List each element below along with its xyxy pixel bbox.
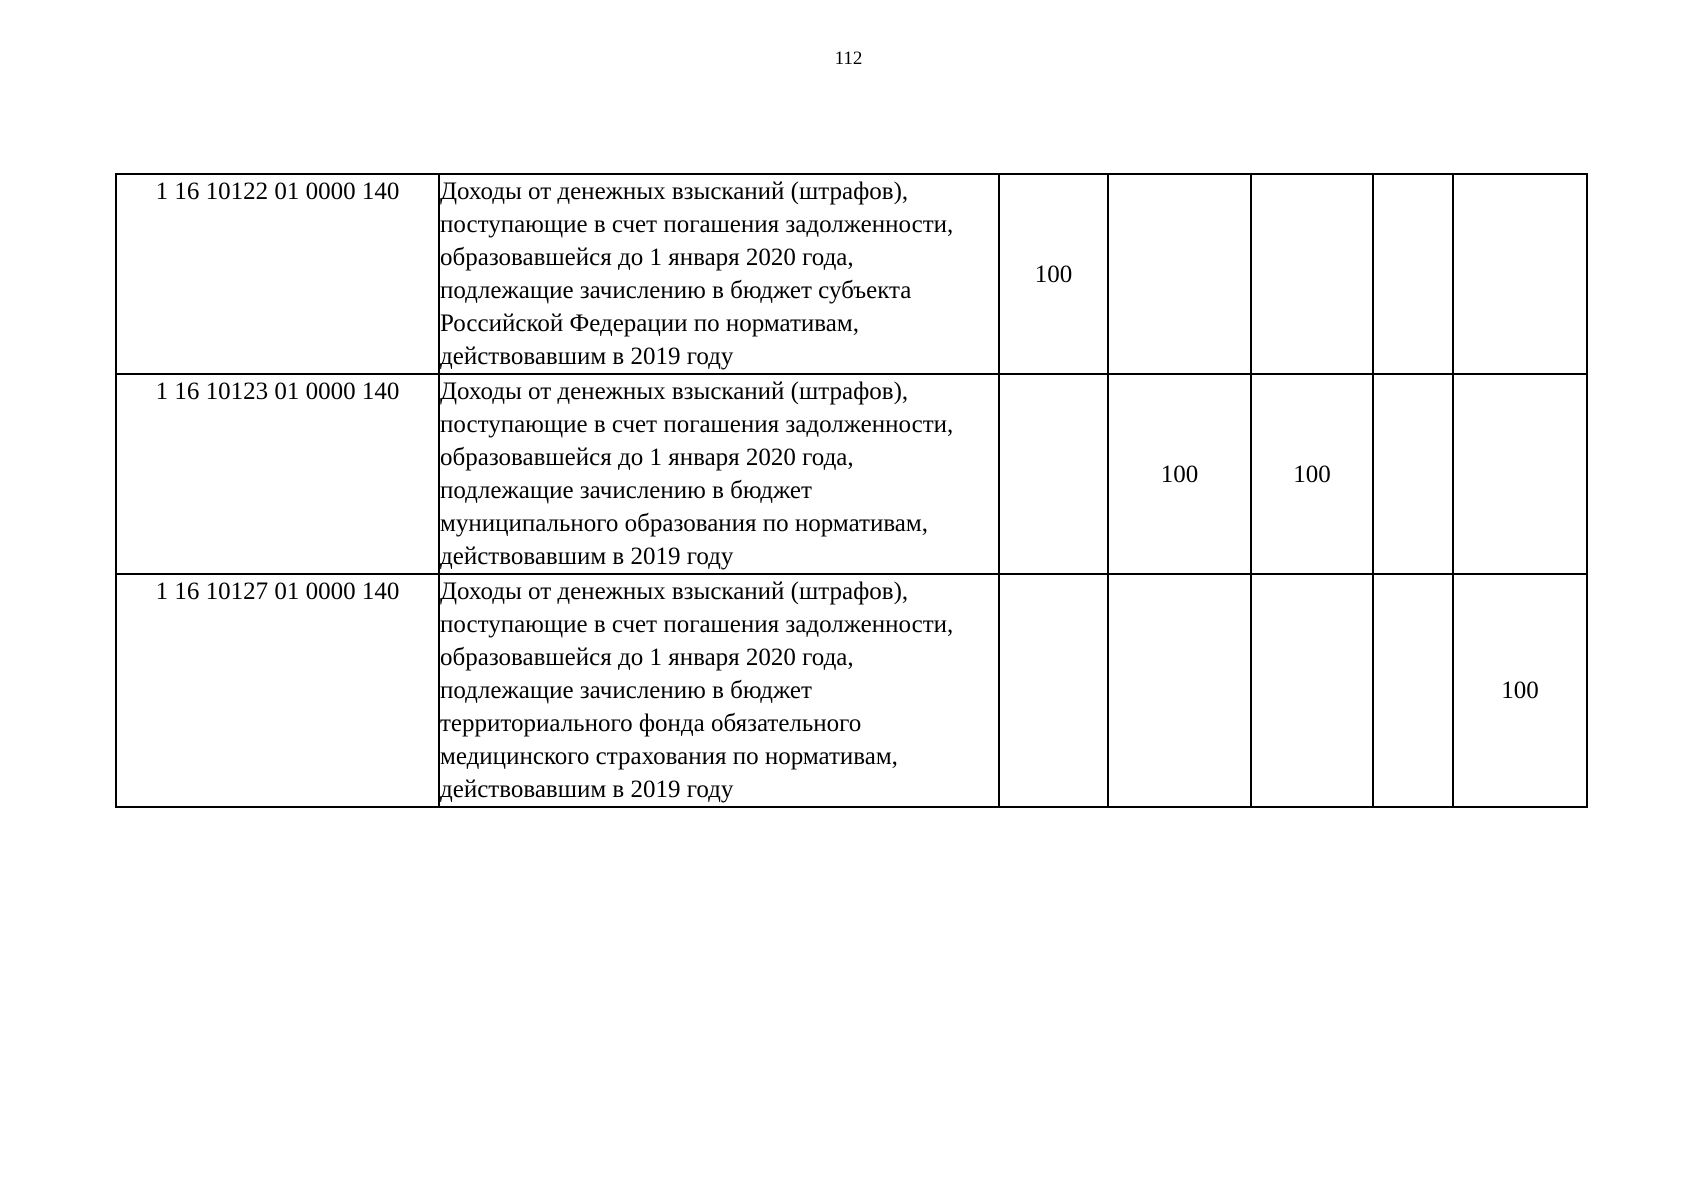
value-cell: [1373, 574, 1453, 807]
table-row: [116, 574, 1587, 807]
value-cell: [1108, 574, 1251, 807]
value-cell: [1453, 174, 1587, 374]
description-line: подлежащие зачислению в бюджет: [440, 477, 812, 504]
description-line: действовавшим в 2019 году: [440, 543, 734, 570]
value-cell: [1373, 174, 1453, 374]
code-cell: 1 16 10122 01 0000 140: [116, 174, 439, 374]
description-line: территориального фонда обязательного: [440, 710, 862, 737]
value-cell: [1251, 174, 1373, 374]
description-line: действовавшим в 2019 году: [440, 343, 734, 370]
value-cell: [999, 374, 1108, 574]
code-cell: 1 16 10127 01 0000 140: [116, 574, 439, 807]
page-number: 112: [834, 48, 863, 69]
value-cell: [999, 574, 1108, 807]
value-cell: 100: [999, 174, 1108, 374]
description-line: поступающие в счет погашения задолженности,: [440, 411, 954, 438]
value-cell: 100: [1251, 374, 1373, 574]
description-line: медицинского страхования по нормативам,: [440, 743, 898, 770]
description-line: поступающие в счет погашения задолженности,: [440, 611, 954, 638]
description-line: подлежащие зачислению в бюджет субъекта: [440, 277, 912, 304]
value-cell: [1108, 174, 1251, 374]
table-row: [116, 374, 1587, 574]
description-line: подлежащие зачислению в бюджет: [440, 677, 812, 704]
value-cell: 100: [1453, 574, 1587, 807]
value-cell: [1251, 574, 1373, 807]
value-cell: [1453, 374, 1587, 574]
value-cell: [1373, 374, 1453, 574]
description-line: образовавшейся до 1 января 2020 года,: [440, 644, 854, 671]
description-line: поступающие в счет погашения задолженности,: [440, 211, 954, 238]
code-cell: 1 16 10123 01 0000 140: [116, 374, 439, 574]
description-line: образовавшейся до 1 января 2020 года,: [440, 444, 854, 471]
description-line: образовавшейся до 1 января 2020 года,: [440, 244, 854, 271]
description-line: Доходы от денежных взысканий (штрафов),: [440, 178, 909, 205]
description-cell: [439, 374, 999, 574]
description-line: Российской Федерации по нормативам,: [440, 310, 859, 337]
budget-table: [115, 173, 1588, 808]
value-cell: 100: [1108, 374, 1251, 574]
description-cell: [439, 174, 999, 374]
description-line: действовавшим в 2019 году: [440, 776, 734, 803]
description-cell: [439, 574, 999, 807]
description-line: Доходы от денежных взысканий (штрафов),: [440, 578, 909, 605]
table-row: [116, 174, 1587, 374]
description-line: муниципального образования по нормативам,: [440, 510, 928, 537]
description-line: Доходы от денежных взысканий (штрафов),: [440, 378, 909, 405]
